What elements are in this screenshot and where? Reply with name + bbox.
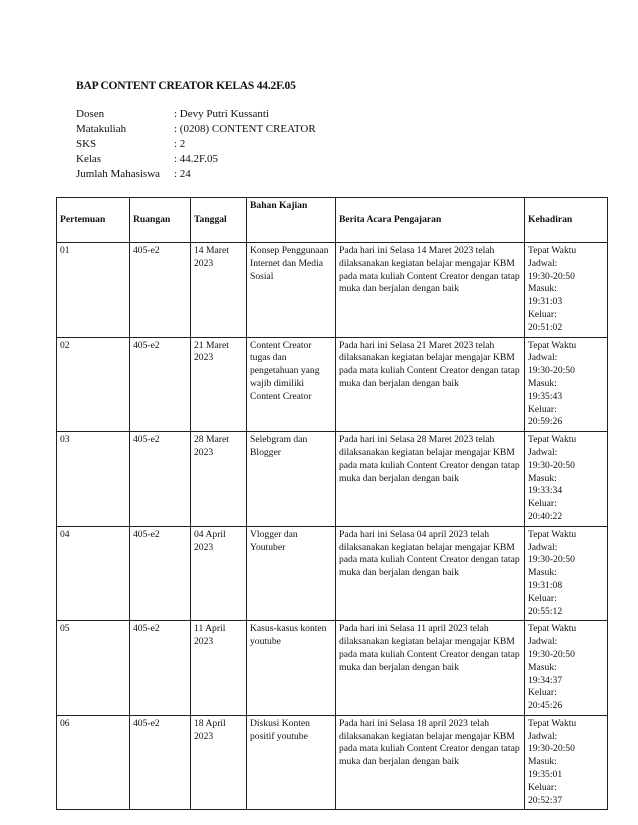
- table-row: [57, 337, 608, 432]
- table-row: [57, 432, 608, 527]
- cell-pertemuan: 03: [57, 432, 130, 527]
- cell-ruangan: 405-e2: [130, 715, 191, 810]
- kehadiran-keluar: 20:45:26: [528, 700, 563, 712]
- cell-bahan-kajian: Content Creator tugas dan pengetahuan yang wajib dimiliki Content Creator: [247, 337, 336, 432]
- kehadiran-keluar-label: Keluar:: [528, 403, 557, 415]
- cell-tanggal: 14 Maret 2023: [191, 243, 247, 338]
- cell-tanggal: 21 Maret 2023: [191, 337, 247, 432]
- cell-berita-acara: Pada hari ini Selasa 21 Maret 2023 telah dilaksanakan kegiatan belajar mengajar KBM pada mata kuliah Content Creator dengan tatap muka dan berjalan dengan baik: [336, 337, 525, 432]
- kehadiran-keluar-label: Keluar:: [528, 308, 557, 320]
- cell-pertemuan: 05: [57, 621, 130, 716]
- cell-kehadiran: [525, 243, 608, 338]
- kehadiran-jadwal: 19:30-20:50: [528, 459, 575, 471]
- info-value: : Devy Putri Kussanti: [174, 108, 270, 120]
- cell-ruangan: 405-e2: [130, 621, 191, 716]
- kehadiran-masuk-label: Masuk:: [528, 661, 557, 673]
- cell-bahan-kajian: Diskusi Konten positif youtube: [247, 715, 336, 810]
- info-value: : 24: [174, 168, 191, 180]
- cell-kehadiran: [525, 621, 608, 716]
- info-label: SKS: [76, 138, 97, 150]
- kehadiran-jadwal-label: Jadwal:: [528, 541, 558, 553]
- cell-pertemuan: 02: [57, 337, 130, 432]
- kehadiran-masuk: 19:35:01: [528, 769, 563, 781]
- info-label: Jumlah Mahasiswa: [76, 168, 161, 180]
- cell-berita-acara: Pada hari ini Selasa 28 Maret 2023 telah dilaksanakan kegiatan belajar mengajar KBM pada mata kuliah Content Creator dengan tatap muka dan berjalan dengan baik: [336, 432, 525, 527]
- cell-bahan-kajian: Konsep Penggunaan Internet dan Media Sosial: [247, 243, 336, 338]
- info-label: Dosen: [76, 108, 105, 120]
- cell-tanggal: 11 April 2023: [191, 621, 247, 716]
- kehadiran-jadwal-label: Jadwal:: [528, 730, 558, 742]
- kehadiran-keluar: 20:55:12: [528, 605, 563, 617]
- kehadiran-masuk-label: Masuk:: [528, 567, 557, 579]
- cell-bahan-kajian: Selebgram dan Blogger: [247, 432, 336, 527]
- info-value: : (0208) CONTENT CREATOR: [174, 123, 316, 135]
- kehadiran-jadwal: 19:30-20:50: [528, 554, 575, 566]
- table-header-row: [57, 198, 608, 243]
- info-label: Kelas: [76, 153, 102, 165]
- kehadiran-masuk-label: Masuk:: [528, 283, 557, 295]
- cell-tanggal: 28 Maret 2023: [191, 432, 247, 527]
- kehadiran-keluar-label: Keluar:: [528, 687, 557, 699]
- kehadiran-masuk-label: Masuk:: [528, 377, 557, 389]
- cell-pertemuan: 01: [57, 243, 130, 338]
- info-value: : 44.2F.05: [174, 153, 219, 165]
- kehadiran-keluar: 20:59:26: [528, 416, 563, 428]
- kehadiran-keluar: 20:52:37: [528, 794, 563, 806]
- bap-table: [56, 197, 608, 810]
- kehadiran-jadwal-label: Jadwal:: [528, 352, 558, 364]
- kehadiran-jadwal: 19:30-20:50: [528, 365, 575, 377]
- cell-tanggal: 18 April 2023: [191, 715, 247, 810]
- kehadiran-masuk-label: Masuk:: [528, 756, 557, 768]
- kehadiran-status: Tepat Waktu: [528, 528, 577, 540]
- cell-kehadiran: [525, 337, 608, 432]
- kehadiran-keluar: 20:51:02: [528, 321, 563, 333]
- info-row-kelas: [76, 152, 316, 167]
- kehadiran-jadwal-label: Jadwal:: [528, 446, 558, 458]
- kehadiran-jadwal-label: Jadwal:: [528, 636, 558, 648]
- cell-berita-acara: Pada hari ini Selasa 18 april 2023 telah dilaksanakan kegiatan belajar mengajar KBM pada mata kuliah Content Creator dengan tatap muka dan berjalan dengan baik: [336, 715, 525, 810]
- cell-bahan-kajian: Vlogger dan Youtuber: [247, 526, 336, 621]
- info-row-matakuliah: [76, 122, 316, 137]
- kehadiran-masuk: 19:35:43: [528, 390, 563, 402]
- page-title: BAP CONTENT CREATOR KELAS 44.2F.05: [76, 80, 296, 92]
- table-row: [57, 243, 608, 338]
- header-tanggal: Tanggal: [191, 198, 247, 243]
- table-row: [57, 526, 608, 621]
- cell-pertemuan: 06: [57, 715, 130, 810]
- kehadiran-jadwal: 19:30-20:50: [528, 648, 575, 660]
- cell-ruangan: 405-e2: [130, 243, 191, 338]
- kehadiran-keluar: 20:40:22: [528, 510, 563, 522]
- kehadiran-keluar-label: Keluar:: [528, 498, 557, 510]
- cell-berita-acara: Pada hari ini Selasa 04 april 2023 telah dilaksanakan kegiatan belajar mengajar KBM pada mata kuliah Content Creator dengan tatap muka dan berjalan dengan baik: [336, 526, 525, 621]
- cell-ruangan: 405-e2: [130, 337, 191, 432]
- info-row-dosen: [76, 107, 316, 122]
- kehadiran-masuk: 19:31:03: [528, 296, 563, 308]
- header-kehadiran: Kehadiran: [525, 198, 608, 243]
- cell-bahan-kajian: Kasus-kasus konten youtube: [247, 621, 336, 716]
- info-value: : 2: [174, 138, 186, 150]
- course-info: [76, 107, 316, 182]
- kehadiran-masuk: 19:33:34: [528, 485, 563, 497]
- kehadiran-masuk: 19:31:08: [528, 579, 563, 591]
- kehadiran-status: Tepat Waktu: [528, 717, 577, 729]
- cell-berita-acara: Pada hari ini Selasa 14 Maret 2023 telah dilaksanakan kegiatan belajar mengajar KBM pada mata kuliah Content Creator dengan tatap muka dan berjalan dengan baik: [336, 243, 525, 338]
- kehadiran-masuk-label: Masuk:: [528, 472, 557, 484]
- kehadiran-status: Tepat Waktu: [528, 339, 577, 351]
- cell-kehadiran: [525, 526, 608, 621]
- header-bahan-kajian: Bahan Kajian: [247, 198, 336, 243]
- cell-pertemuan: 04: [57, 526, 130, 621]
- header-pertemuan: Pertemuan: [57, 198, 130, 243]
- kehadiran-keluar-label: Keluar:: [528, 781, 557, 793]
- cell-kehadiran: [525, 432, 608, 527]
- info-row-sks: [76, 137, 316, 152]
- kehadiran-keluar-label: Keluar:: [528, 592, 557, 604]
- table-row: [57, 621, 608, 716]
- cell-kehadiran: [525, 715, 608, 810]
- kehadiran-status: Tepat Waktu: [528, 623, 577, 635]
- kehadiran-masuk: 19:34:37: [528, 674, 563, 686]
- header-berita-acara: Berita Acara Pengajaran: [336, 198, 525, 243]
- kehadiran-status: Tepat Waktu: [528, 245, 577, 256]
- header-ruangan: Ruangan: [130, 198, 191, 243]
- kehadiran-jadwal: 19:30-20:50: [528, 743, 575, 755]
- kehadiran-status: Tepat Waktu: [528, 434, 577, 446]
- table-row: [57, 715, 608, 810]
- kehadiran-jadwal-label: Jadwal:: [528, 257, 558, 269]
- info-row-jumlah-mahasiswa: [76, 167, 316, 182]
- info-label: Matakuliah: [76, 123, 127, 135]
- cell-berita-acara: Pada hari ini Selasa 11 april 2023 telah dilaksanakan kegiatan belajar mengajar KBM pada mata kuliah Content Creator dengan tatap muka dan berjalan dengan baik: [336, 621, 525, 716]
- cell-ruangan: 405-e2: [130, 432, 191, 527]
- kehadiran-jadwal: 19:30-20:50: [528, 270, 575, 282]
- cell-ruangan: 405-e2: [130, 526, 191, 621]
- cell-tanggal: 04 April 2023: [191, 526, 247, 621]
